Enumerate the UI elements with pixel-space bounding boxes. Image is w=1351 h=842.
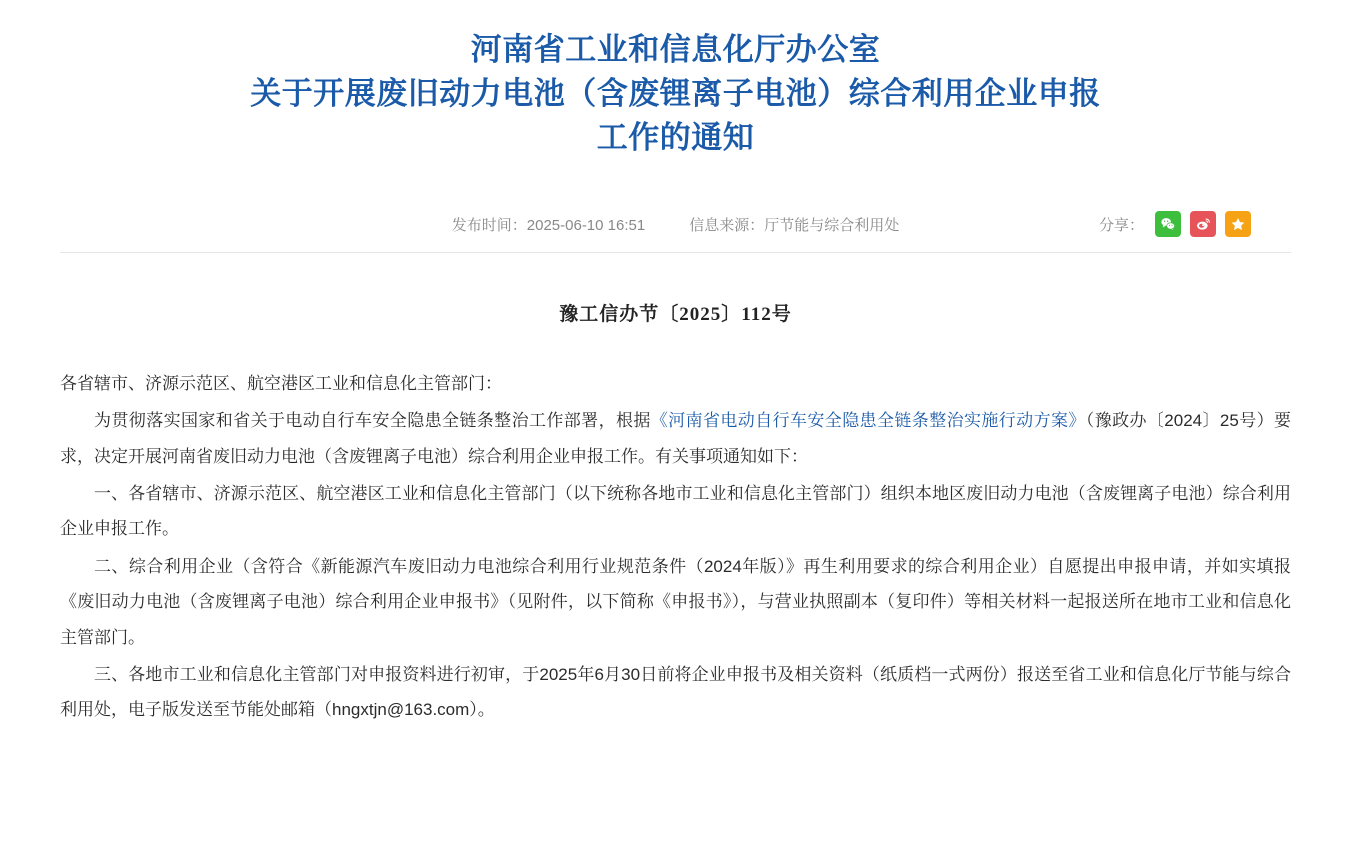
doc-title-line-3: 工作的通知 [596, 120, 755, 156]
meta-center-group [452, 214, 899, 235]
paragraph-item-2: 二、综合利用企业（含符合《新能源汽车废旧动力电池综合利用行业规范条件（2024年版）》再生利用要求的综合利用企业）自愿提出申报申请，并如实填报《废旧动力电池（含废锂离子电池）综合利用企业申报书》（见附件，以下简称《申报书》），与营业执照副本（复印件）等相关材料一起报送所在地市工业和信息化主管部门。 [60, 556, 1291, 647]
doc-title-line-2: 关于开展废旧动力电池（含废锂离子电池）综合利用企业申报 [250, 76, 1101, 112]
document-meta-bar [60, 196, 1291, 253]
weibo-share-icon[interactable] [1190, 211, 1216, 237]
share-group [1099, 211, 1251, 237]
policy-document-link[interactable]: 《河南省电动自行车安全隐患全链条整治实施行动方案》 [650, 411, 1086, 431]
intro-text-2: （豫政办〔2024〕25号）要求，决定开展河南省废旧动力电池（含废锂离子电池）综合利用企业申报工作。有关事项通知如下： [60, 411, 1292, 466]
intro-text-1: 为贯彻落实国家和省关于电动自行车安全隐患全链条整治工作部署，根据 [94, 411, 651, 431]
page-title [0, 0, 1351, 160]
salutation: 各省辖市、济源示范区、航空港区工业和信息化主管部门： [60, 374, 502, 394]
document-body [60, 366, 1291, 728]
source-label: 信息来源： [689, 216, 765, 234]
paragraph-item-1: 一、各省辖市、济源示范区、航空港区工业和信息化主管部门（以下统称各地市工业和信息化主管部门）组织本地区废旧动力电池（含废锂离子电池）综合利用企业申报工作。 [60, 484, 1291, 539]
share-label: 分享： [1098, 216, 1144, 234]
document-number: 豫工信办节〔2025〕112号 [559, 304, 792, 326]
source-value: 厅节能与综合利用处 [764, 216, 900, 234]
paragraph-intro [60, 403, 1291, 474]
favorite-share-icon[interactable] [1225, 211, 1251, 237]
wechat-share-icon[interactable] [1155, 211, 1181, 237]
information-source [689, 214, 899, 235]
publish-time [452, 214, 645, 235]
publish-time-label: 发布时间： [451, 216, 527, 234]
doc-title-line-1: 河南省工业和信息化厅办公室 [470, 32, 881, 67]
paragraph-item-3: 三、各地市工业和信息化主管部门对申报资料进行初审，于2025年6月30日前将企业申报书及相关资料（纸质档一式两份）报送至省工业和信息化厅节能与综合利用处，电子版发送至节能处邮箱（hngxtjn@163.com）。 [60, 664, 1291, 720]
publish-time-value: 2025-06-10 16:51 [526, 216, 646, 234]
